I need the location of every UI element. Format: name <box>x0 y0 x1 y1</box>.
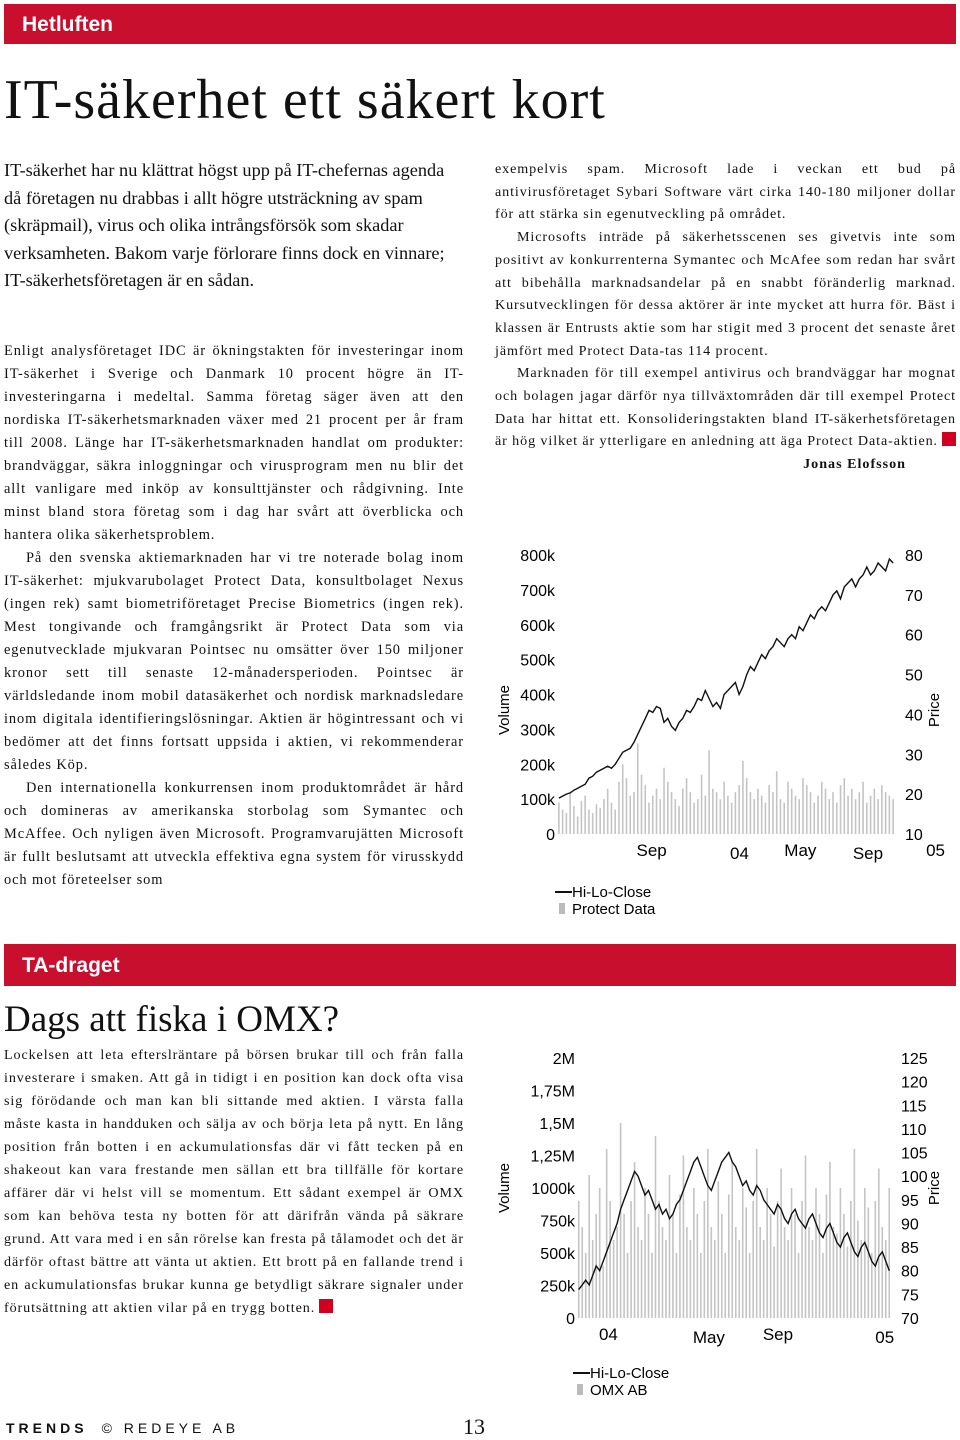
article-column-left <box>4 340 464 892</box>
y-right-tick-label: 40 <box>905 707 923 725</box>
page-number: 13 <box>463 1414 485 1439</box>
y-left-tick-label: 300k <box>520 722 555 740</box>
x-tick-label: Sep <box>852 844 884 863</box>
y-right-tick-label: 105 <box>901 1145 928 1163</box>
x-tick-label: May <box>692 1328 725 1347</box>
y-left-tick-label: 1,25M <box>530 1148 575 1166</box>
ta-headline: Dags att fiska i OMX? <box>4 999 339 1040</box>
legend-label: Protect Data <box>572 901 656 918</box>
footer-brand: TRENDS <box>6 1420 88 1436</box>
byline: Jonas Elofsson <box>803 456 906 473</box>
legend-label: OMX AB <box>590 1382 648 1399</box>
footer <box>6 1420 239 1436</box>
y-left-tick-label: 1,5M <box>539 1116 575 1133</box>
price-series-line <box>559 559 893 798</box>
y-right-tick-label: 75 <box>901 1287 919 1305</box>
y-right-tick-label: 80 <box>901 1263 919 1281</box>
y-left-tick-label: 0 <box>566 1311 575 1328</box>
legend-label: Hi-Lo-Close <box>572 884 652 901</box>
y-left-tick-label: 200k <box>520 757 555 775</box>
y-right-tick-label: 80 <box>905 548 923 565</box>
y-right-axis-label: Price <box>926 1170 943 1206</box>
y-left-tick-label: 600k <box>520 617 555 635</box>
article-column-right <box>495 158 956 476</box>
y-right-tick-label: 70 <box>905 587 923 605</box>
legend-bar-icon <box>577 1384 583 1395</box>
section-label: Hetluften <box>22 13 113 36</box>
y-right-tick-label: 125 <box>901 1051 928 1068</box>
article-paragraph: Microsofts inträde på säkerhetsscenen ses givetvis inte som positivt av konkurrenterna Symantec och McAfee som redan har svårt att bibehålla marknadsandelar på en snabbt föränderlig marknad. Kursutvecklingen för dessa aktörer är inte mycket att hurra för. Bäst i klassen är Entrusts aktie som har stigit med 3 procent det senaste året jämfört med Protect Data-tas 114 procent. <box>495 229 956 359</box>
end-mark-icon <box>942 432 956 446</box>
y-right-tick-label: 20 <box>905 787 923 805</box>
article-paragraph: Den internationella konkurrensen inom produktområdet är hård och domineras av amerikanska storbolag som Symantec och McAffee. Och nyligen även Microsoft. Programvarujätten Microsoft är fullt beslutsamt att utveckla effektiva egna system för virusskydd och mot företeelser som <box>4 780 464 888</box>
footer-copyright: © REDEYE AB <box>101 1420 240 1436</box>
y-left-axis-label: Volume <box>496 684 513 736</box>
y-left-tick-label: 2M <box>552 1051 575 1068</box>
y-right-tick-label: 90 <box>901 1216 919 1234</box>
y-right-tick-label: 115 <box>901 1098 927 1116</box>
y-left-tick-label: 750k <box>540 1213 575 1231</box>
y-left-tick-label: 0 <box>546 827 555 844</box>
legend-bar-icon <box>559 903 565 914</box>
y-left-tick-label: 400k <box>520 687 555 705</box>
end-mark-icon <box>319 1299 333 1313</box>
y-right-tick-label: 60 <box>905 627 923 645</box>
page-title: IT-säkerhet ett säkert kort <box>4 69 606 131</box>
y-right-tick-label: 120 <box>901 1074 928 1092</box>
x-tick-label: Sep <box>762 1325 794 1344</box>
y-left-tick-label: 1,75M <box>530 1083 575 1101</box>
ta-section-banner <box>4 944 956 986</box>
protect-data-chart <box>495 540 956 925</box>
x-tick-label: May <box>784 841 817 860</box>
x-tick-label: 05 <box>875 1328 895 1347</box>
price-series-line <box>579 1153 890 1290</box>
y-left-tick-label: 500k <box>540 1246 575 1263</box>
y-left-tick-label: 1000k <box>531 1181 575 1198</box>
article-paragraph-text: Marknaden för till exempel antivirus och brandväggar har mognat och bolagen jagar därför nya tillväxtområden där till exempel Protect Data har hittat ett. Konsolideringstakten bland IT-säkerhetsföretagen är hög vilket är ytterligare en anledning att äga Protect Data-aktien. <box>495 365 956 450</box>
y-left-tick-label: 800k <box>520 548 555 565</box>
y-right-axis-label: Price <box>926 692 943 728</box>
y-right-tick-label: 95 <box>901 1192 919 1210</box>
x-tick-label: 04 <box>598 1325 618 1344</box>
y-right-tick-label: 110 <box>901 1121 927 1139</box>
y-left-tick-label: 500k <box>520 652 555 670</box>
ta-paragraph <box>4 1044 464 1320</box>
y-right-tick-label: 70 <box>901 1311 919 1328</box>
article-paragraph: Enligt analysföretaget IDC är ökningstakten för investeringar inom IT-säkerhet i Sverige och Danmark 10 procent högre än IT-investeringarna i medeltal. Samma företag säger även att den nordiska IT-säkerhetsmarknaden växer med 21 procent per år fram till 2008. Länge har IT-säkerhetsmarknaden handlat om produkter: brandväggar, säkra inloggningar och virusprogram men nu blir det allt vanligare med inköp av konsulttjänster och rådgivning. Inte minst bland stora företag som i dag har svårt att överblicka och hantera olika säkerhetsproblem. <box>4 343 464 543</box>
legend-label: Hi-Lo-Close <box>590 1365 670 1382</box>
y-right-tick-label: 30 <box>905 747 923 765</box>
article-lead: IT-säkerhet har nu klättrat högst upp på IT-chefernas agenda då företagen nu drabbas i allt högre utsträckning av spam (skräpmail), virus och olika intrångsförsök som skadar verksamheten. Bakom varje förlorare finns dock en vinnare; IT-säkerhetsföretagen är en sådan. <box>4 160 445 290</box>
x-tick-label: 04 <box>730 844 749 863</box>
y-left-tick-label: 100k <box>520 792 555 810</box>
ta-paragraph-text: Lockelsen att leta efterslräntare på börsen brukar till och från falla investerare i smaken. Att gå in tidigt i en position kan dock ofta visa sig förödande och man kan bli sittande med aktien. I värsta falla måste kasta in handduken och sälja av och börja leta på nytt. En lång position från botten i en ackumulationsfas där vi fått tecken på en shakeout kan vara frestande men sällan ett bra tillfälle för kortare affärer där vi helst vill se momentum. Ett sådant exempel är OMX som kan behöva testa ny botten för att därifrån vända på säkrare grund. Att vara med i en sån rörelse kan fresta på tålamodet och det är därför oftast bättre att vänta ut aktien. Ett brott på en fallande trend i en ackumulationsfas brukar kunna ge betydligt säkrare signaler under förutsättning att aktien vilar på en trygg botten. <box>4 1047 464 1316</box>
article-paragraph: På den svenska aktiemarknaden har vi tre noterade bolag inom IT-säkerhet: mjukvarubolaget Protect Data, konsultbolaget Nexus (ingen rek) samt biometriföretaget Precise Biometrics (ingen rek). Mest tongivande och framgångsrikt är Protect Data som via egenutvecklade mjukvaran Pointsec nu omsätter över 150 miljoner kronor sett till senaste 12-månadersperioden. Pointsec är världsledande inom mobil datasäkerhet och nordisk marknadsledare inom digitala identifieringslösningar. Aktien är högintressant och vi bedömer att det finns fortsatt uppsida i aktien, vi rekommenderar således Köp. <box>4 550 464 773</box>
y-right-tick-label: 10 <box>905 827 923 844</box>
x-tick-label: Sep <box>636 841 667 860</box>
y-right-tick-label: 85 <box>901 1240 919 1258</box>
y-right-tick-label: 50 <box>905 667 923 685</box>
article-paragraph-last <box>495 362 956 453</box>
ta-article <box>4 1044 464 1320</box>
y-left-tick-label: 700k <box>520 582 555 600</box>
y-left-tick-label: 250k <box>540 1278 575 1296</box>
ta-section-label: TA-draget <box>22 954 120 977</box>
y-right-tick-label: 100 <box>901 1169 928 1187</box>
section-banner <box>4 4 956 44</box>
x-tick-label: 05 <box>926 841 946 860</box>
y-left-axis-label: Volume <box>496 1162 513 1214</box>
article-paragraph: exempelvis spam. Microsoft lade i veckan ett bud på antivirusföretaget Sybari Software värt cirka 140-180 miljoner dollar för att stärka sin egenutveckling på området. <box>495 161 956 223</box>
omx-chart <box>495 1040 956 1405</box>
